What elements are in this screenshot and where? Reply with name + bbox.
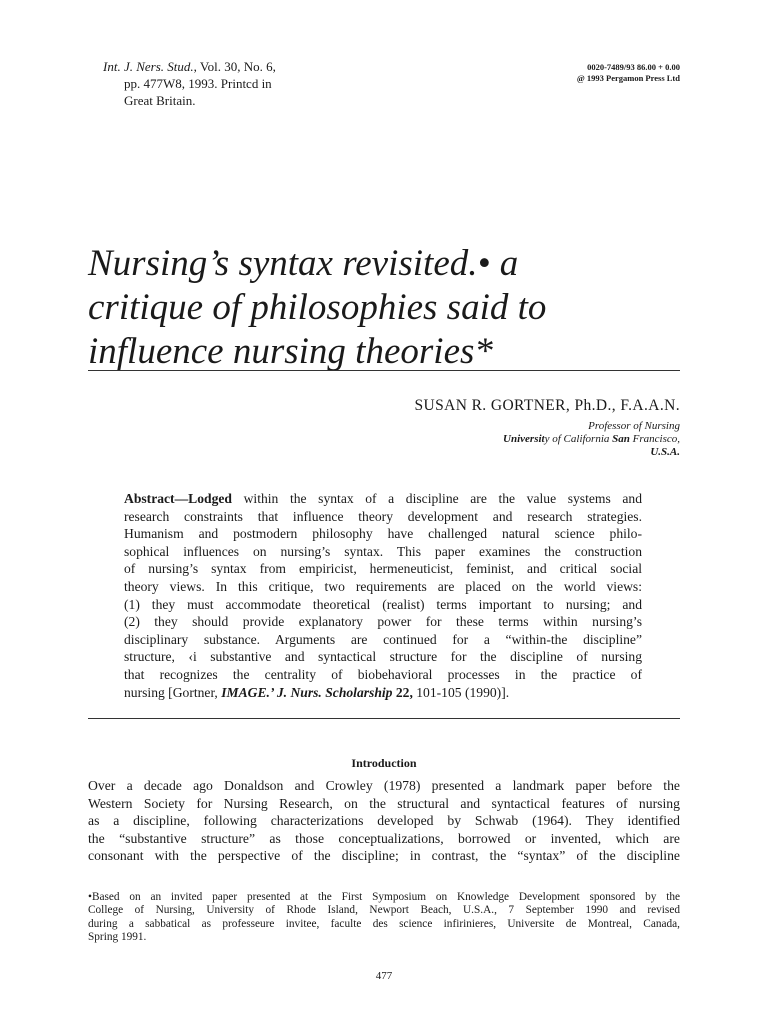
- abstract-line: theory views. In this critique, two requirements are placed on the world views:: [124, 578, 642, 594]
- abstract-line: nursing [Gortner, IMAGE.’ J. Nurs. Scholarship 22, 101-105 (1990)].: [124, 684, 510, 700]
- title-line-3: influence nursing theories*: [88, 331, 493, 372]
- abstract-line: sophical influences on nursing’s syntax. This paper examines the construction: [124, 543, 642, 559]
- citation-line-2: pp. 477W8, 1993. Printcd in: [124, 76, 272, 91]
- publisher-codes: [490, 62, 680, 84]
- abstract-line: Humanism and postmodern philosophy have challenged natural science philo-: [124, 526, 642, 542]
- footnote-line: College of Nursing, University of Rhode Island, Newport Beach, U.S.A., 7 September 1990 and revised: [88, 904, 680, 917]
- abstract-line: that recognizes the centrality of biobehavioral processes in the practice of: [124, 666, 642, 682]
- citation-block: [103, 58, 313, 109]
- author-role: Professor of Nursing: [588, 420, 680, 432]
- footnote-line: during a sabbatical as professeure invitee, faculte des science infirinieres, Universite de Montreal, Canada,: [88, 917, 680, 930]
- section-heading: Introduction: [351, 756, 417, 770]
- abstract-line: (2) they should provide explanatory power for these terms within nursing’s: [124, 614, 642, 630]
- abstract-divider: [88, 718, 680, 719]
- abstract-line: Abstract—Lodged within the syntax of a discipline are the value systems and: [124, 491, 642, 506]
- abstract-label: Abstract—Lodged: [124, 491, 232, 506]
- abstract-line: research constraints that influence theory development and research strategies.: [124, 508, 642, 524]
- author-country: U.S.A.: [650, 446, 680, 458]
- abstract-body: [124, 508, 642, 684]
- footnote-line: Spring 1991.: [88, 931, 147, 944]
- author-name: SUSAN R. GORTNER, Ph.D., F.A.A.N.: [414, 397, 680, 414]
- page-number: 477: [375, 970, 393, 982]
- abstract-line: (1) they must accommodate theoretical (realist) terms important to nursing; and: [124, 596, 642, 612]
- issn-code: 0020-7489/93 86.00 + 0.00: [587, 62, 680, 72]
- citation-line-3: Great Britain.: [124, 93, 196, 108]
- abstract-line: disciplinary substance. Arguments are continued for a “within-the discipline”: [124, 631, 642, 647]
- paragraph-line: consonant with the perspective of the discipline; in contrast, the “syntax” of the discipline: [88, 848, 680, 864]
- journal-name: Int. J. Ners. Stud.: [103, 59, 194, 74]
- copyright-line: @ 1993 Pergamon Press Ltd: [576, 73, 680, 83]
- footnote: [88, 891, 680, 945]
- citation-journal: IMAGE.’ J. Nurs. Scholarship: [221, 684, 393, 700]
- title-line-2: critique of philosophies said to: [88, 287, 547, 328]
- intro-paragraph: [88, 777, 680, 865]
- paragraph-line: as a discipline, following characterizations developed by Schwab (1964). They identified: [88, 813, 680, 829]
- paragraph-line: the “substantive structure” as those conceptualizations, borrowed or invented, which are: [88, 830, 680, 846]
- abstract-line: of nursing’s syntax from empiricist, hermeneuticist, feminist, and critical social: [124, 561, 642, 577]
- title-divider: [88, 370, 680, 371]
- citation-line-1: Int. J. Ners. Stud., Vol. 30, No. 6,: [103, 59, 276, 74]
- title-line-1: Nursing’s syntax revisited.• a: [88, 243, 519, 284]
- author-affiliation: [503, 420, 680, 459]
- abstract: [124, 490, 642, 701]
- paragraph-line: Over a decade ago Donaldson and Crowley (1978) presented a landmark paper before the: [88, 778, 680, 793]
- abstract-line: structure, ‹i substantive and syntactical structure for the discipline of nursing: [124, 649, 642, 665]
- footnote-line: •Based on an invited paper presented at the First Symposium on Knowledge Development sponsored by the: [88, 891, 680, 903]
- author-university: University of California San Francisco,: [503, 433, 680, 445]
- paragraph-line: Western Society for Nursing Research, on the structural and syntactical features of nursing: [88, 795, 680, 811]
- article-title: [88, 242, 688, 374]
